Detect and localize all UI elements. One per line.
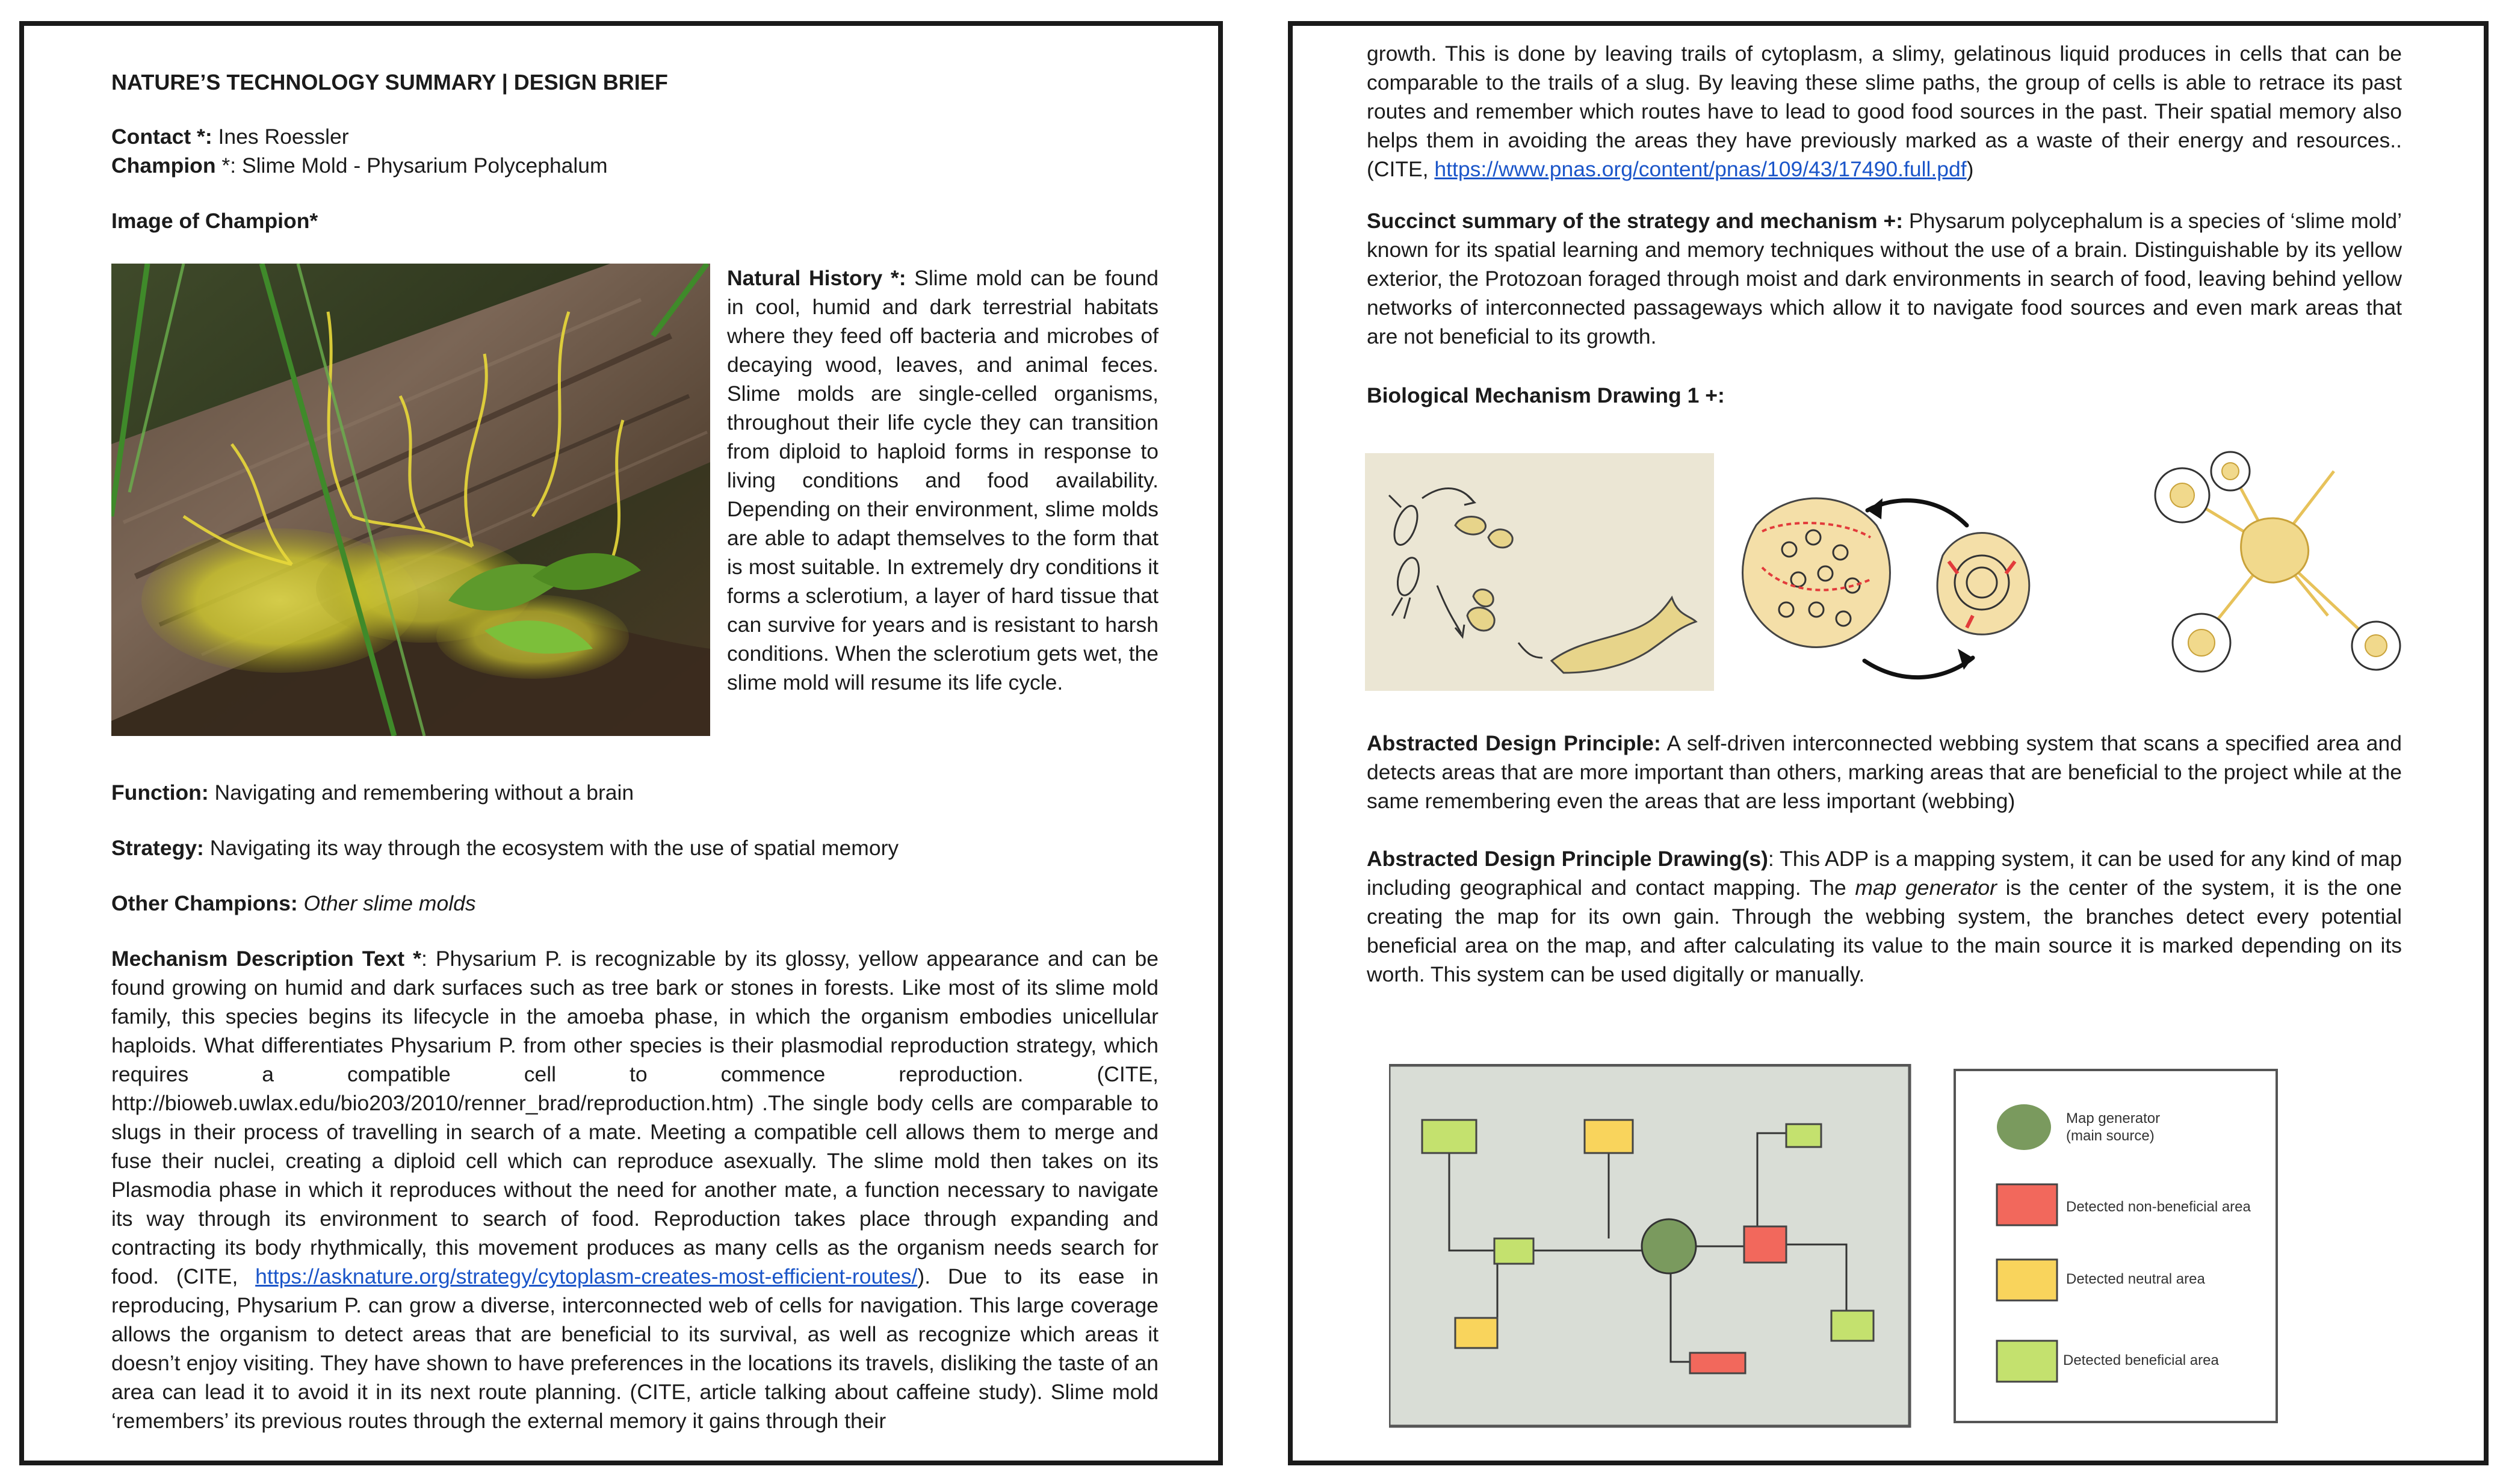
champion-label: Champion bbox=[111, 153, 216, 178]
natural-history-text bbox=[727, 264, 1159, 697]
legend-generator-swatch bbox=[1997, 1104, 2051, 1150]
mechanism-body-part1: : Physarium P. is recognizable by its glossy, yellow appearance and can be found growing on humid and dark surfaces such as tree bark or stones in forests. Like most of its slime mold family, this species begins its lifecycle in the amoeba phase, in which the organism embodies unicellular haploids. What differentiates Physarium P. from other species is their plasmodial reproduction strategy, which requires a compatible cell to commence reproduction. (CITE, http://bioweb.uwlax.edu/bio203/2010/renner_brad/reproduction.htm) .The single body cells are comparable to slugs in their process of travelling in search of a mate. Meeting a compatible cell allows them to merge and fuse their nuclei, creating a diploid cell which can reproduce asexually. The slime mold then takes on its Plasmodia phase in which it reproduces without the need for another mate, a function necessary to navigate its way through its environment to search of food. Reproduction takes place through expanding and contracting its body rhythmically, this movement produces as many cells as the organism needs search for food. (CITE, bbox=[111, 947, 1159, 1288]
succinct-summary-text bbox=[1367, 206, 2402, 351]
page-title: NATURE’S TECHNOLOGY SUMMARY | DESIGN BRIEF bbox=[111, 70, 668, 94]
neutral-area bbox=[1455, 1318, 1497, 1348]
legend-non-beneficial-swatch bbox=[1997, 1184, 2057, 1225]
beneficial-area bbox=[1494, 1238, 1533, 1264]
pnas-link[interactable]: https://www.pnas.org/content/pnas/109/43/17490.full.pdf bbox=[1434, 157, 1967, 181]
adp-drawing-emphasis: map generator bbox=[1855, 876, 1997, 900]
mechanism-continued-body: growth. This is done by leaving trails of cytoplasm, a slimy, gelatinous liquid produces in cells that can be comparable to the trails of a slug. By leaving these slime paths, the group of cells is able to retrace its past routes and remember which routes have to lead to good food sources in the past. Their spatial memory also helps them in avoiding the areas they have previously marked as a waste of their energy and resources.. (CITE, bbox=[1367, 42, 2402, 181]
function-value: Navigating and remembering without a brain bbox=[208, 781, 634, 805]
mechanism-continued-end: ) bbox=[1966, 157, 1974, 181]
beneficial-area bbox=[1422, 1120, 1476, 1153]
beneficial-area bbox=[1831, 1311, 1873, 1341]
adp-drawing-part1: : This ADP is a mapping system, it can be used for any kind of map including geographical and contact mapping. The bbox=[1367, 847, 2402, 900]
mechanism-label: Mechanism Description Text * bbox=[111, 947, 421, 971]
network-panel bbox=[2155, 452, 2400, 672]
champion-line bbox=[111, 151, 608, 180]
legend-beneficial-label: Detected beneficial area bbox=[2063, 1352, 2219, 1368]
other-champions-value: Other slime molds bbox=[303, 891, 476, 915]
summary-body: Physarum polycephalum is a species of ‘slime mold’ known for its spatial learning and memory techniques without the use of a brain. Distinguishable by its yellow exterior, the Protozoan foraged through moist and dark environments in search of food, leaving behind yellow networks of interconnected passageways which allow it to navigate food sources and even mark areas that are not beneficial to its growth. bbox=[1367, 209, 2402, 348]
lifecycle-panel bbox=[1365, 453, 1714, 691]
adp-drawing-part2: is the center of the system, it is the one creating the map for its own gain. Through the webbing system, the branches detect every potential beneficial area on the map, and after calculating its value to the main source it is marked depending on its worth. This system can be used digitally or manually. bbox=[1367, 876, 2402, 986]
champion-value: *: Slime Mold - Physarium Polycephalum bbox=[215, 153, 608, 178]
mechanism-body-part2: ). Due to its ease in reproducing, Physarium P. can grow a diverse, interconnected web of cells for navigation. This large coverage allows the organism to detect areas that are beneficial to its survival, as well as recognize which areas it doesn’t enjoy visiting. They have shown to have preferences in the locations its travels, disliking the taste of an area can lead it to avoid it in its next route planning. (CITE, article talking about caffeine study). Slime mold ‘remembers’ its previous routes through the external memory it gains through their bbox=[111, 1264, 1159, 1433]
left-page bbox=[19, 21, 1223, 1465]
adp-drawing-text bbox=[1367, 844, 2402, 989]
other-champions-line bbox=[111, 889, 1159, 918]
cell-cycle-panel bbox=[1743, 498, 2029, 678]
legend-neutral-label: Detected neutral area bbox=[2066, 1271, 2205, 1287]
map-panel bbox=[1389, 1065, 1910, 1426]
mechanism-description-text bbox=[111, 944, 1159, 1435]
strategy-label: Strategy: bbox=[111, 836, 204, 860]
beneficial-area bbox=[1786, 1124, 1821, 1147]
function-label: Function: bbox=[111, 781, 209, 805]
adp-label: Abstracted Design Principle: bbox=[1367, 731, 1661, 755]
map-legend bbox=[1955, 1070, 2277, 1422]
legend-beneficial-swatch bbox=[1997, 1341, 2057, 1382]
non-beneficial-area bbox=[1690, 1353, 1745, 1373]
legend-neutral-swatch bbox=[1997, 1260, 2057, 1300]
other-champions-label: Other Champions: bbox=[111, 891, 298, 915]
image-heading: Image of Champion* bbox=[111, 209, 318, 233]
asknature-link[interactable]: https://asknature.org/strategy/cytoplasm-creates-most-efficient-routes/ bbox=[255, 1264, 918, 1288]
map-generator bbox=[1642, 1219, 1696, 1273]
abstracted-design-principle-text bbox=[1367, 729, 2402, 815]
natural-history-label: Natural History *: bbox=[727, 266, 906, 290]
contact-label: Contact *: bbox=[111, 125, 212, 149]
non-beneficial-area bbox=[1744, 1226, 1786, 1263]
map-diagram bbox=[1389, 1064, 2304, 1431]
function-line bbox=[111, 778, 1159, 807]
champion-photo bbox=[111, 264, 710, 736]
contact-value: Ines Roessler bbox=[212, 125, 349, 149]
right-page bbox=[1288, 21, 2489, 1465]
neutral-area bbox=[1585, 1120, 1633, 1153]
strategy-value: Navigating its way through the ecosystem with the use of spatial memory bbox=[203, 836, 899, 860]
legend-generator-sublabel: (main source) bbox=[2066, 1128, 2155, 1144]
legend-generator-label: Map generator bbox=[2066, 1110, 2161, 1127]
legend-non-beneficial-label: Detected non-beneficial area bbox=[2066, 1199, 2251, 1215]
drawing-heading: Biological Mechanism Drawing 1 +: bbox=[1367, 383, 1725, 407]
biological-mechanism-drawing bbox=[1365, 435, 2406, 709]
contact-line bbox=[111, 122, 349, 151]
summary-label: Succinct summary of the strategy and mechanism +: bbox=[1367, 209, 1904, 233]
natural-history-body: Slime mold can be found in cool, humid and dark terrestrial habitats where they feed off bacteria and microbes of decaying wood, leaves, and animal feces. Slime molds are single-celled organisms, throughout their life cycle they can transition from diploid to haploid forms in response to living conditions and food availability. Depending on their environment, slime molds are able to adapt themselves to the form that is most suitable. In extremely dry conditions it forms a sclerotium, a layer of hard tissue that can survive for years and is resistant to harsh conditions. When the sclerotium gets wet, the slime mold will resume its life cycle. bbox=[727, 266, 1159, 694]
strategy-line bbox=[111, 833, 1159, 862]
adp-drawing-label: Abstracted Design Principle Drawing(s) bbox=[1367, 847, 1768, 871]
mechanism-continued-text bbox=[1367, 39, 2402, 184]
adp-body: A self-driven interconnected webbing system that scans a specified area and detects areas that are more important than others, marking areas that are beneficial to the project while at the same remembering even the areas that are less important (webbing) bbox=[1367, 731, 2402, 813]
